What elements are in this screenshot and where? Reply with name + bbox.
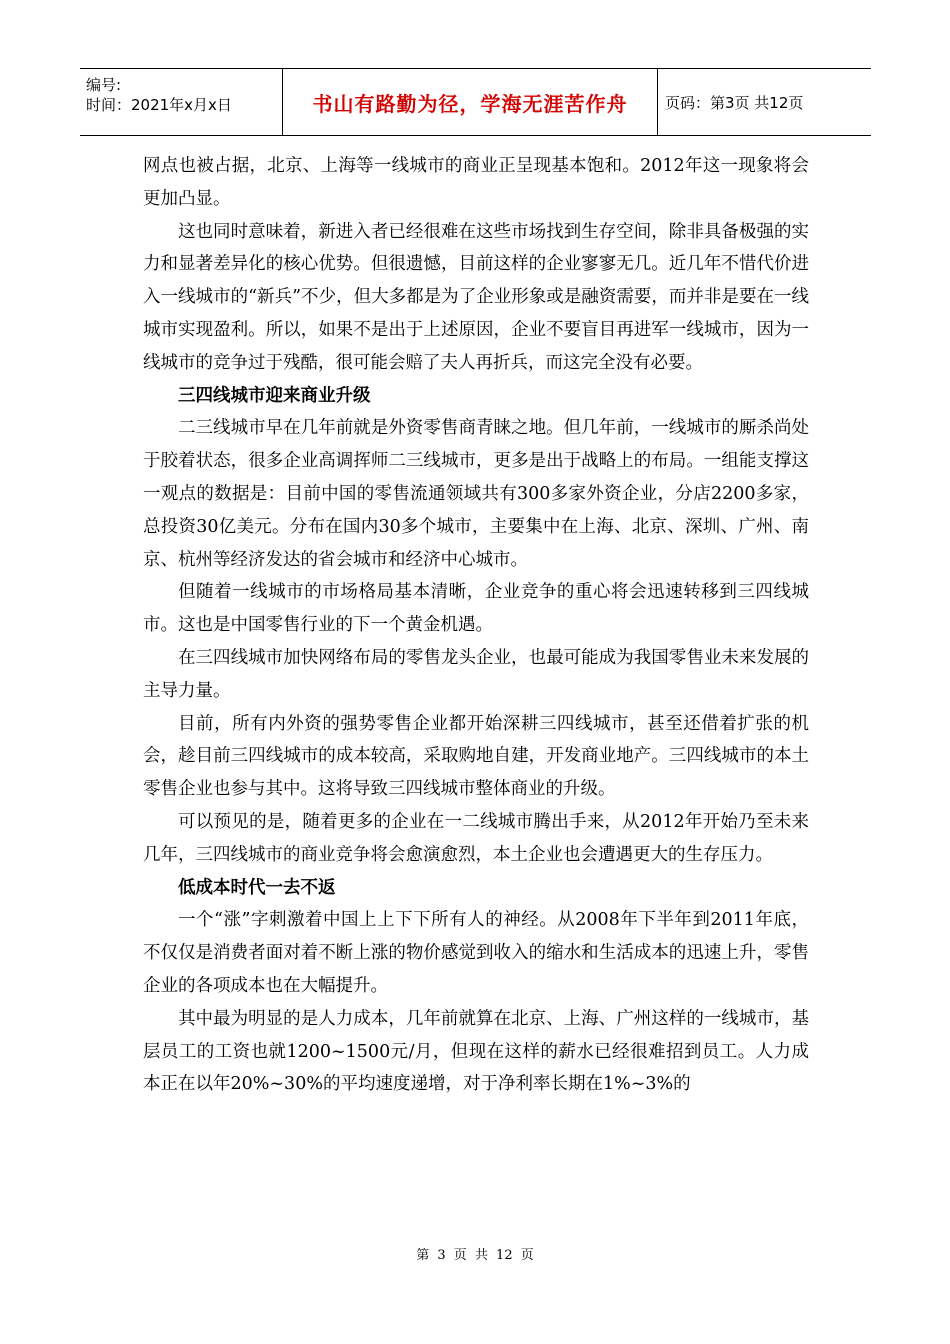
paragraph: 可以预见的是，随着更多的企业在一二线城市腾出手来，从2012年开始乃至未来几年，三四线城市的商业竞争将会愈演愈烈，本土企业也会遭遇更大的生存压力。 xyxy=(143,811,809,865)
section-heading: 低成本时代一去不返 xyxy=(178,877,336,898)
paragraph: 目前，所有内外资的强势零售企业都开始深耕三四线城市，甚至还借着扩张的机会，趁目前三四线城市的成本较高，采取购地自建，开发商业地产。三四线城市的本土零售企业也参与其中。这将导致三四线城市整体商业的升级。 xyxy=(143,713,809,800)
paragraph: 二三线城市早在几年前就是外资零售商青睐之地。但几年前，一线城市的厮杀尚处于胶着状态，很多企业高调挥师二三线城市，更多是出于战略上的布局。一组能支撑这一观点的数据是：目前中国的零售流通领域共有300多家外资企业，分店2200多家，总投资30亿美元。分布在国内30多个城市，主要集中在上海、北京、深圳、广州、南京、杭州等经济发达的省会城市和经济中心城市。 xyxy=(143,418,809,570)
paragraph: 一个“涨”字刺激着中国上上下下所有人的神经。从2008年下半年到2011年底，不仅仅是消费者面对着不断上涨的物价感觉到收入的缩水和生活成本的迅速上升，零售企业的各项成本也在大幅提升。 xyxy=(143,910,809,996)
paragraph: 其中最为明显的是人力成本，几年前就算在北京、上海、广州这样的一线城市，基层员工的工资也就1200~1500元/月，但现在这样的薪水已经很难招到员工。人力成本正在以年20%~30%的平均速度递增，对于净利率长期在1%~3%的 xyxy=(143,1008,809,1095)
document-number-label: 编号: xyxy=(86,76,122,94)
page-header xyxy=(80,68,871,136)
page-footer: 第 3 页 共 12 页 xyxy=(416,1248,534,1263)
document-body xyxy=(143,150,809,1101)
header-divider xyxy=(657,69,658,135)
header-page-code: 页码：第3页 共12页 xyxy=(665,93,804,112)
paragraph: 网点也被占据，北京、上海等一线城市的商业正呈现基本饱和。2012年这一现象将会更加凸显。 xyxy=(143,156,809,209)
document-date-label: 时间：2021年x月x日 xyxy=(86,96,232,114)
paragraph: 这也同时意味着，新进入者已经很难在这些市场找到生存空间，除非具备极强的实力和显著差异化的核心优势。但很遗憾，目前这样的企业寥寥无几。近几年不惜代价进入一线城市的“新兵”不少，但大多都是为了企业形象或是融资需要，而并非是要在一线城市实现盈利。所以，如果不是出于上述原因，企业不要盲目再进军一线城市，因为一线城市的竞争过于残酷，很可能会赔了夫人再折兵，而这完全没有必要。 xyxy=(143,221,809,373)
paragraph: 但随着一线城市的市场格局基本清晰，企业竞争的重心将会迅速转移到三四线城市。这也是中国零售行业的下一个黄金机遇。 xyxy=(143,582,809,636)
paragraph: 在三四线城市加快网络布局的零售龙头企业，也最可能成为我国零售业未来发展的主导力量。 xyxy=(143,647,809,701)
header-motto: 书山有路勤为径，学海无涯苦作舟 xyxy=(312,91,628,116)
section-heading: 三四线城市迎来商业升级 xyxy=(178,385,371,406)
header-meta xyxy=(86,75,282,115)
